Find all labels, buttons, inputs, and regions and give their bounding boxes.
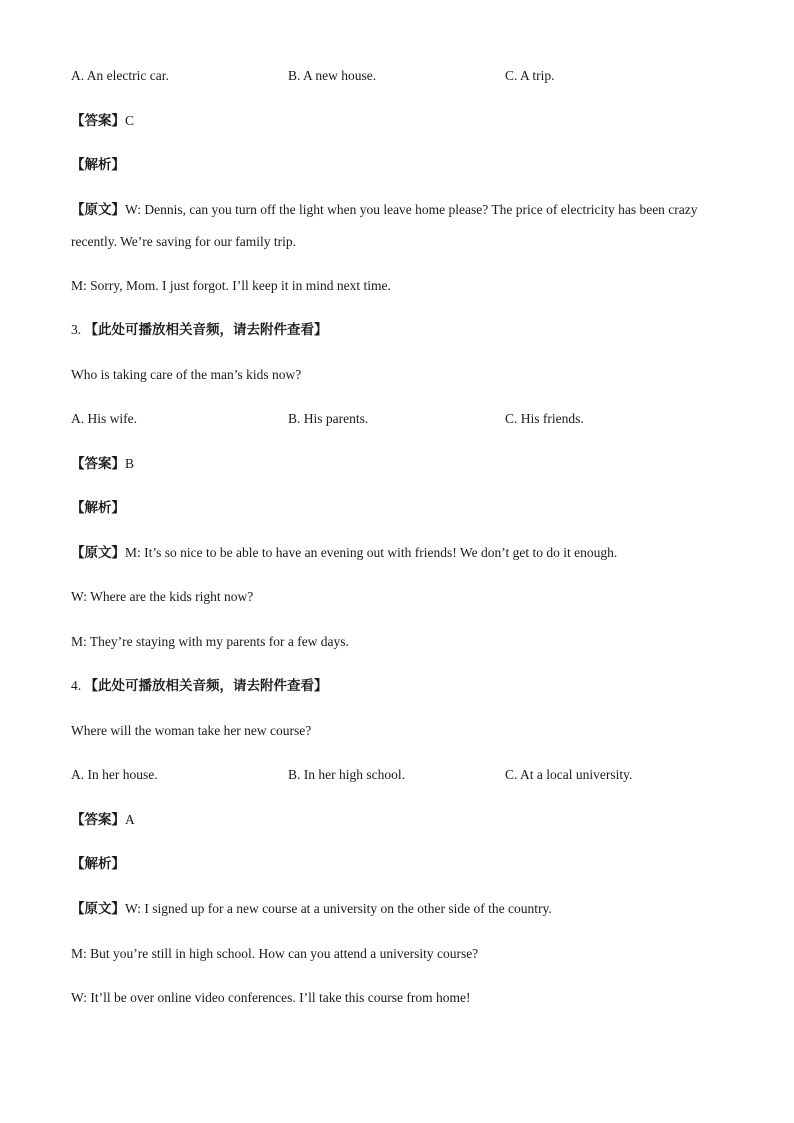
q4-header bbox=[71, 677, 328, 695]
q3-analysis bbox=[71, 499, 125, 517]
q4-answer-value: A bbox=[125, 812, 135, 827]
q3-transcript-2: W: Where are the kids right now? bbox=[71, 589, 254, 604]
q2-answer-value: C bbox=[125, 113, 135, 128]
q3-header bbox=[71, 321, 328, 339]
q3-transcript-1 bbox=[71, 544, 617, 562]
q3-audio-note: 【此处可播放相关音频，请去附件查看】 bbox=[84, 322, 328, 338]
q2-option-b: B. A new house. bbox=[288, 68, 377, 83]
q3-option-b: B. His parents. bbox=[288, 411, 369, 426]
q4-original-tag: 【原文】 bbox=[71, 901, 125, 917]
q3-option-a: A. His wife. bbox=[71, 411, 137, 426]
q3-number: 3. bbox=[71, 322, 82, 337]
q3-answer-value: B bbox=[125, 456, 135, 471]
q2-answer-tag: 【答案】 bbox=[71, 113, 125, 129]
q2-original-tag: 【原文】 bbox=[71, 202, 125, 218]
q2-analysis bbox=[71, 156, 125, 174]
q4-transcript-3: W: It’ll be over online video conferences. I’ll take this course from home! bbox=[71, 990, 471, 1005]
q2-transcript-1 bbox=[71, 194, 721, 257]
q2-analysis-tag: 【解析】 bbox=[71, 157, 125, 173]
q3-question: Who is taking care of the man’s kids now? bbox=[71, 367, 302, 382]
q4-option-a: A. In her house. bbox=[71, 767, 158, 782]
q3-answer bbox=[71, 455, 134, 473]
q4-answer-tag: 【答案】 bbox=[71, 812, 125, 828]
q4-transcript-2: M: But you’re still in high school. How can you attend a university course? bbox=[71, 946, 479, 961]
q4-answer bbox=[71, 811, 135, 829]
q3-analysis-tag: 【解析】 bbox=[71, 500, 125, 516]
q4-number: 4. bbox=[71, 678, 82, 693]
q4-question: Where will the woman take her new course? bbox=[71, 723, 312, 738]
q2-transcript-1-text: W: Dennis, can you turn off the light when you leave home please? The price of electricity has been crazy recently. We’re saving for our family trip. bbox=[71, 202, 698, 249]
q2-answer bbox=[71, 112, 134, 130]
q4-audio-note: 【此处可播放相关音频，请去附件查看】 bbox=[84, 678, 328, 694]
q3-transcript-1-text: M: It’s so nice to be able to have an evening out with friends! We don’t get to do it enough. bbox=[125, 545, 618, 560]
q4-option-c: C. At a local university. bbox=[505, 767, 633, 782]
q4-analysis-tag: 【解析】 bbox=[71, 856, 125, 872]
q3-option-c: C. His friends. bbox=[505, 411, 584, 426]
q4-transcript-1 bbox=[71, 900, 552, 918]
q2-transcript-2: M: Sorry, Mom. I just forgot. I’ll keep it in mind next time. bbox=[71, 278, 391, 293]
q2-option-c: C. A trip. bbox=[505, 68, 555, 83]
q3-answer-tag: 【答案】 bbox=[71, 456, 125, 472]
q3-transcript-3: M: They’re staying with my parents for a few days. bbox=[71, 634, 349, 649]
q4-option-b: B. In her high school. bbox=[288, 767, 405, 782]
q4-analysis bbox=[71, 855, 125, 873]
q4-transcript-1-text: W: I signed up for a new course at a university on the other side of the country. bbox=[125, 901, 552, 916]
q2-option-a: A. An electric car. bbox=[71, 68, 169, 83]
q3-original-tag: 【原文】 bbox=[71, 545, 125, 561]
